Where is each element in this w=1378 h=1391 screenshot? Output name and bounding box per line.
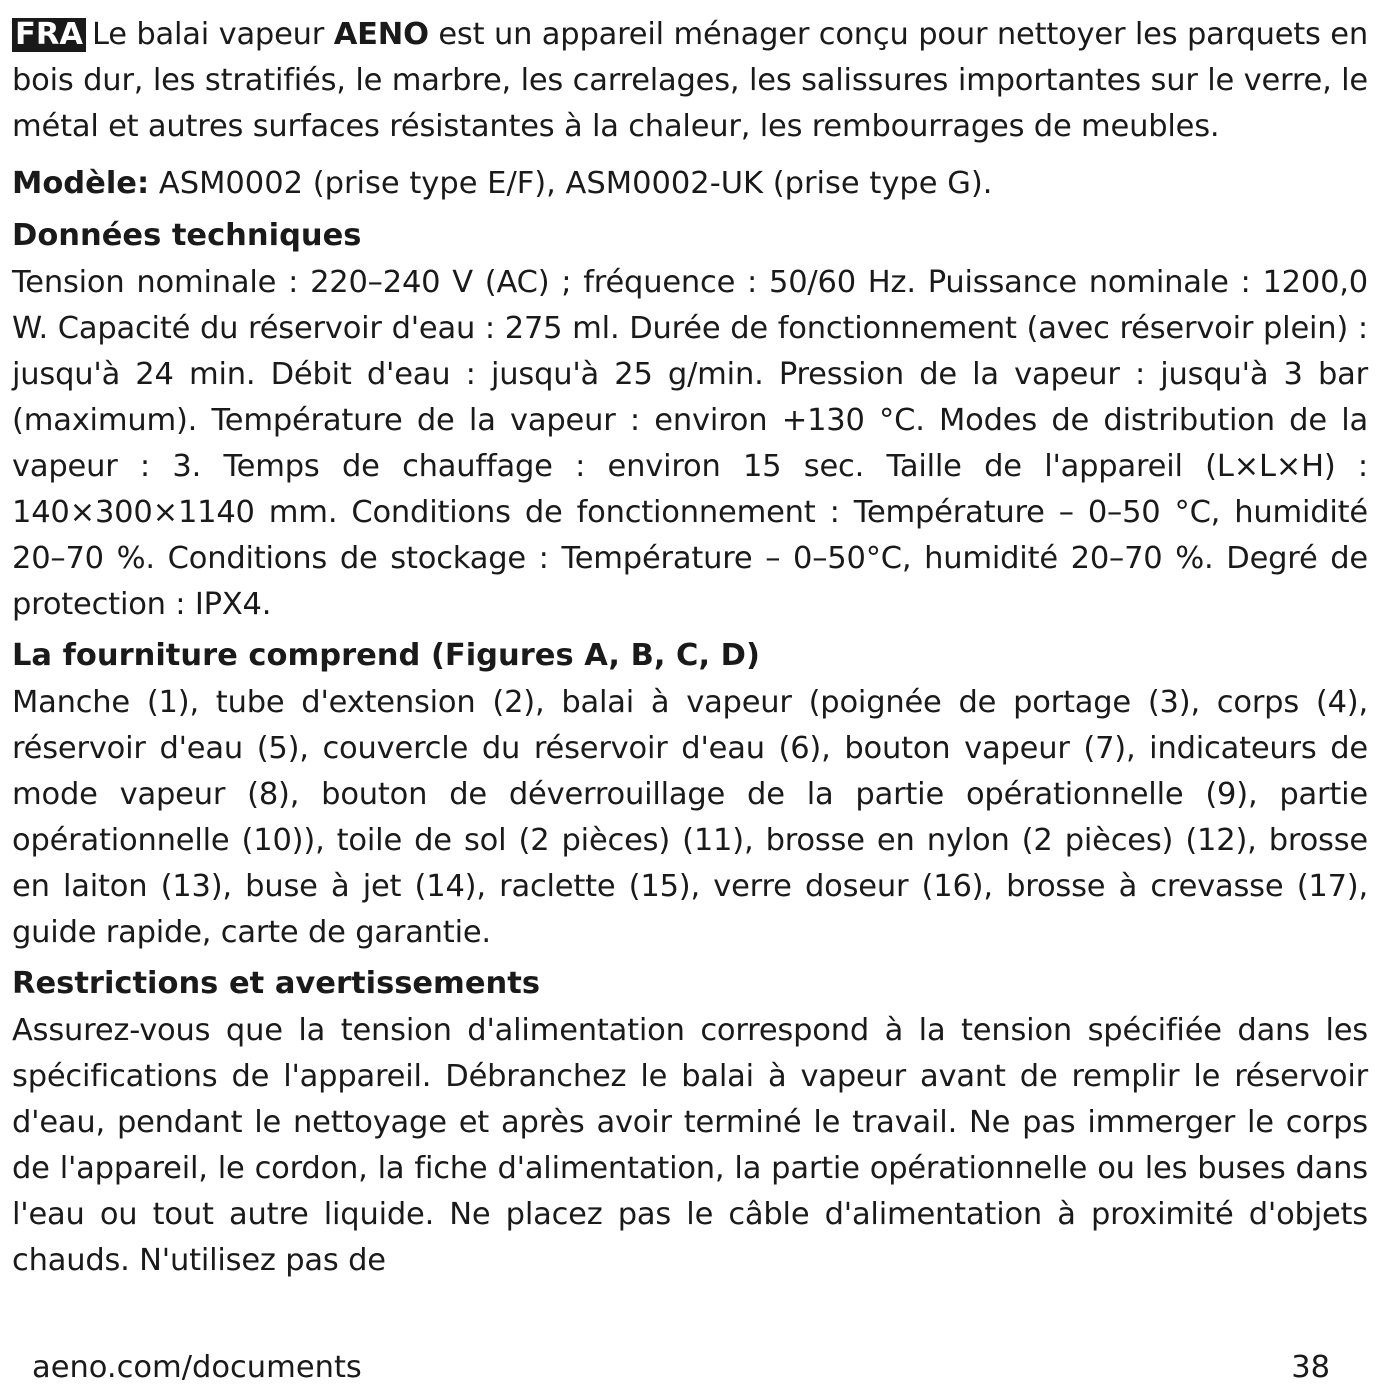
- restrictions-paragraph: Assurez-vous que la tension d'alimentation correspond à la tension spécifiée dans les spécifications de l'appareil. Débranchez le balai à vapeur avant de remplir le réservoir d'eau, pendant le nettoyage et après avoir terminé le travail. Ne pas immerger le corps de l'appareil, le cordon, la fiche d'alimentation, la partie opérationnelle ou les buses dans l'eau ou tout autre liquide. Ne placez pas le câble d'alimentation à proximité d'objets chauds. N'utilisez pas de: [12, 1013, 1368, 1278]
- footer-url-link[interactable]: aeno.com/documents: [32, 1350, 362, 1385]
- intro-text-start: Le balai vapeur: [91, 17, 334, 52]
- page-footer: [0, 1345, 1378, 1391]
- page-number: 38: [1291, 1350, 1330, 1385]
- page-content: [12, 12, 1368, 1284]
- intro-paragraph: [12, 12, 1368, 150]
- model-line: [12, 160, 1368, 208]
- intro-text-rest: est un appareil ménager conçu pour nettoyer les parquets en bois dur, les stratifiés, le marbre, les carrelages, les salissures importantes sur le verre, le métal et autres surfaces résistantes à la chaleur, les rembourrages de meubles.: [12, 17, 1368, 144]
- brand-name: AENO: [333, 17, 429, 52]
- technical-data-paragraph: Tension nominale : 220–240 V (AC) ; fréquence : 50/60 Hz. Puissance nominale : 1200,0 W. Capacité du réservoir d'eau : 275 ml. Durée de fonctionnement (avec réservoir plein) : jusqu'à 24 min. Débit d'eau : jusqu'à 25 g/min. Pression de la vapeur : jusqu'à 3 bar (maximum). Température de la vapeur : environ +130 °C. Modes de distribution de la vapeur : 3. Temps de chauffage : environ 15 sec. Taille de l'appareil (L×L×H) : 140×300×1140 mm. Conditions de fonctionnement : Température – 0–50 °C, humidité 20–70 %. Conditions de stockage : Température – 0–50°C, humidité 20–70 %. Degré de protection : IPX4.: [12, 265, 1368, 622]
- language-badge: FRA: [12, 18, 86, 52]
- model-label: Modèle:: [12, 166, 150, 201]
- model-value: ASM0002 (prise type E/F), ASM0002-UK (prise type G).: [149, 166, 993, 201]
- technical-data-heading: Données techniques: [12, 218, 362, 253]
- restrictions-heading: Restrictions et avertissements: [12, 966, 540, 1001]
- supply-paragraph: Manche (1), tube d'extension (2), balai à vapeur (poignée de portage (3), corps (4), réservoir d'eau (5), couvercle du réservoir d'eau (6), bouton vapeur (7), indicateurs de mode vapeur (8), bouton de déverrouillage de la partie opérationnelle (9), partie opérationnelle (10)), toile de sol (2 pièces) (11), brosse en nylon (2 pièces) (12), brosse en laiton (13), buse à jet (14), raclette (15), verre doseur (16), brosse à crevasse (17), guide rapide, carte de garantie.: [12, 685, 1368, 950]
- supply-heading: La fourniture comprend (Figures A, B, C, D): [12, 638, 760, 673]
